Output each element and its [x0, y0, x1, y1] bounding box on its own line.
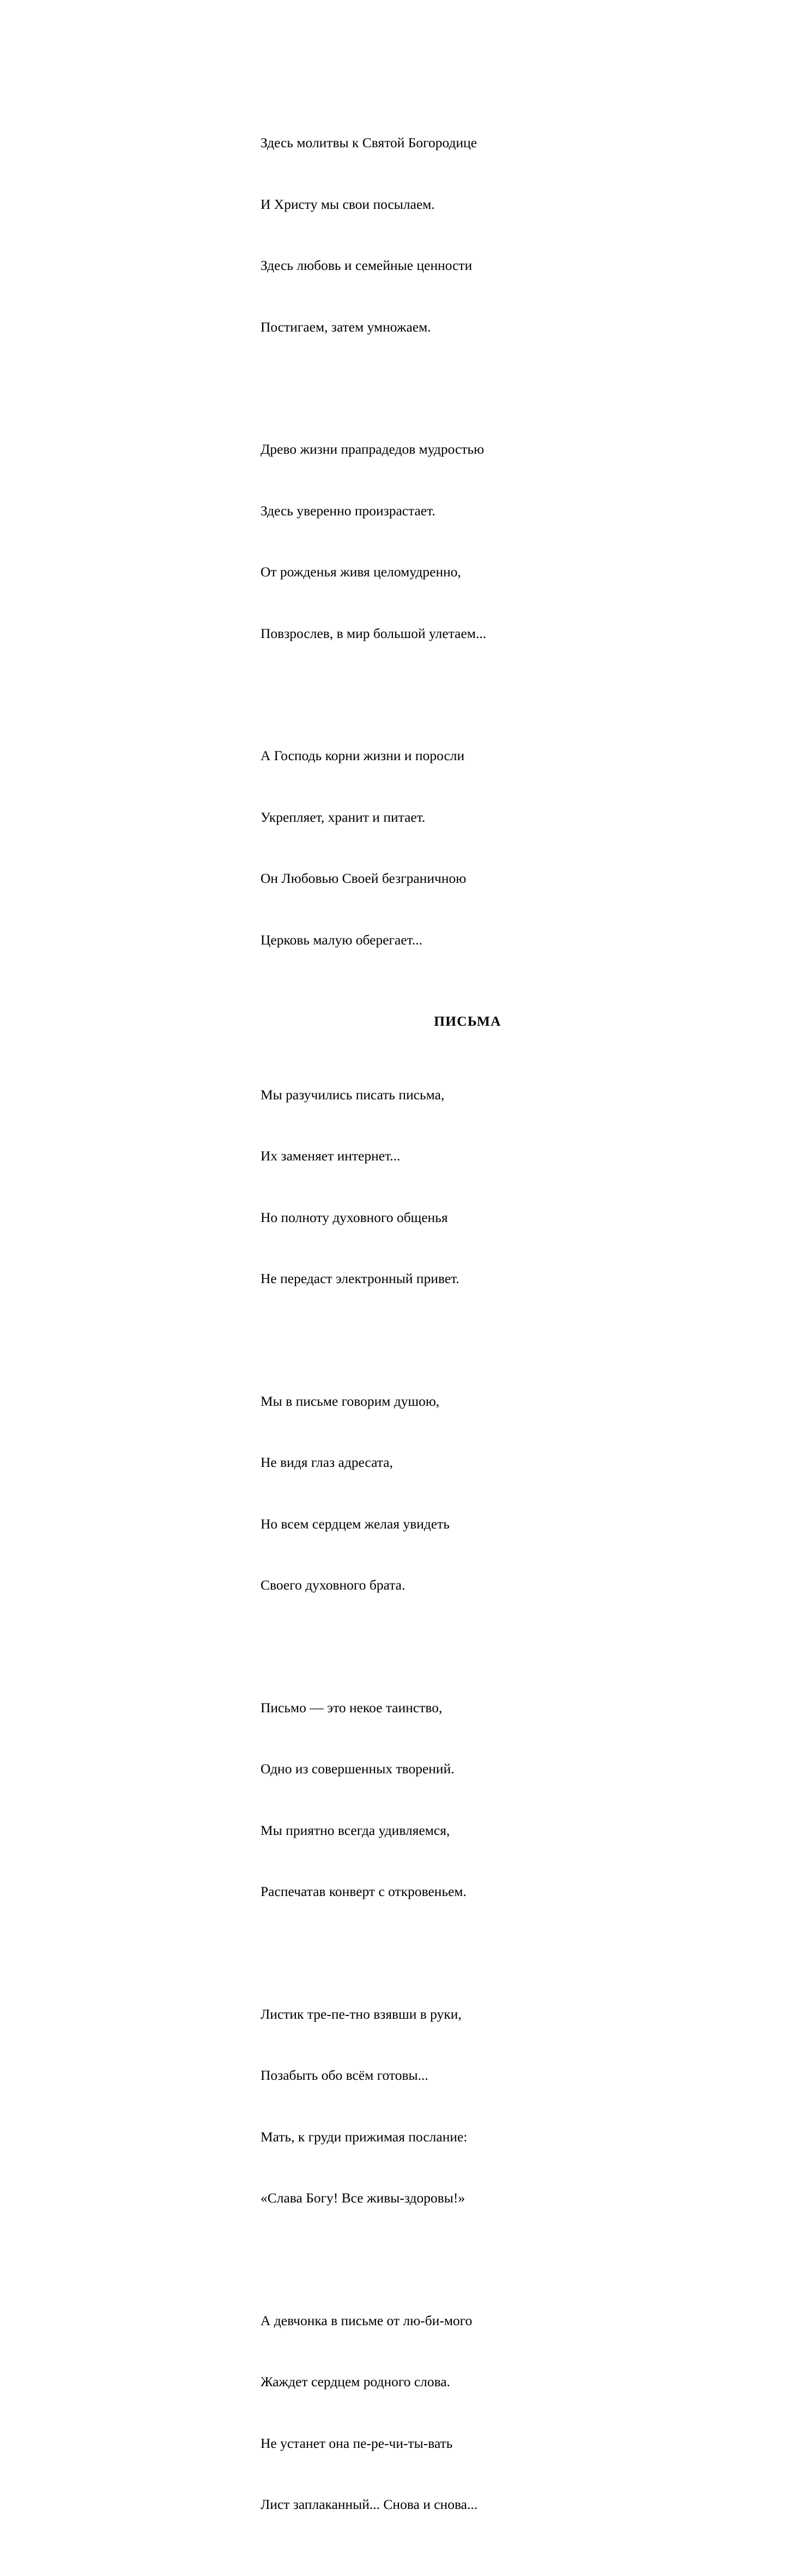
poem-line: Мы разучились писать письма,	[261, 1086, 445, 1103]
poem-line: Но полноту духовного общенья	[261, 1209, 448, 1225]
poem-line: Церковь малую оберегает...	[261, 931, 422, 948]
stanza	[261, 705, 675, 991]
poem-line: Но всем сердцем желая увидеть	[261, 1515, 450, 1532]
poem-text-column	[261, 92, 675, 2576]
poem-line: Укрепляет, хранит и питает.	[261, 809, 426, 825]
stanza	[261, 1044, 675, 1330]
poem-line: Здесь любовь и семейные ценности	[261, 257, 473, 273]
poem-line: Он Любовью Своей безграничною	[261, 870, 467, 886]
poem-line: «Слава Богу! Все живы-здоровы!»	[261, 2190, 465, 2206]
stanza	[261, 1350, 675, 1636]
poem-line: Жаждет сердцем родного слова.	[261, 2374, 451, 2390]
poem-line: Своего духовного брата.	[261, 1577, 405, 1593]
poem-line: И Христу мы свои посылаем.	[261, 196, 435, 212]
poem-line: Лист заплаканный... Снова и снова...	[261, 2496, 478, 2512]
poem-line: Письмо — это некое таинство,	[261, 1699, 443, 1716]
poem-line: Постигаем, затем умножаем.	[261, 318, 431, 335]
poem-line: Распечатав конверт с откровеньем.	[261, 1883, 467, 1899]
stanza	[261, 1963, 675, 2249]
poem-title: ПИСЬМА	[434, 1013, 501, 1029]
poem-line: Листик тре-пе-тно взявши в руки,	[261, 2006, 462, 2022]
stanza	[261, 1657, 675, 1943]
poem-line: Позабыть обо всём готовы...	[261, 2067, 428, 2083]
poem-line: Не устанет она пе-ре-чи-ты-вать	[261, 2435, 453, 2451]
poem-line: От рожденья живя целомудренно,	[261, 564, 461, 580]
poem-line: Мы приятно всегда удивляемся,	[261, 1822, 450, 1838]
poem-line: Их заменяет интернет...	[261, 1148, 401, 1164]
poem-line: Не передаст электронный привет.	[261, 1271, 459, 1286]
poem-line: А Господь корни жизни и поросли	[261, 748, 465, 763]
poem-line: Не видя глаз адресата,	[261, 1454, 393, 1470]
poem-line: Древо жизни прапрадедов мудростью	[261, 441, 485, 457]
stanza	[261, 92, 675, 378]
poem-line: А девчонка в письме от лю-би-мого	[261, 2312, 473, 2328]
stanza	[261, 398, 675, 684]
stanza	[261, 2270, 675, 2556]
poem-line: Одно из совершенных творений.	[261, 1761, 455, 1777]
poem-line: Мы в письме говорим душою,	[261, 1393, 440, 1409]
poem-line: Повзрослев, в мир большой улетаем...	[261, 625, 487, 641]
poem-line: Мать, к груди прижимая послание:	[261, 2128, 468, 2145]
poem-line: Здесь молитвы к Святой Богородице	[261, 135, 477, 151]
poem-line: Здесь уверенно произрастает.	[261, 502, 435, 519]
